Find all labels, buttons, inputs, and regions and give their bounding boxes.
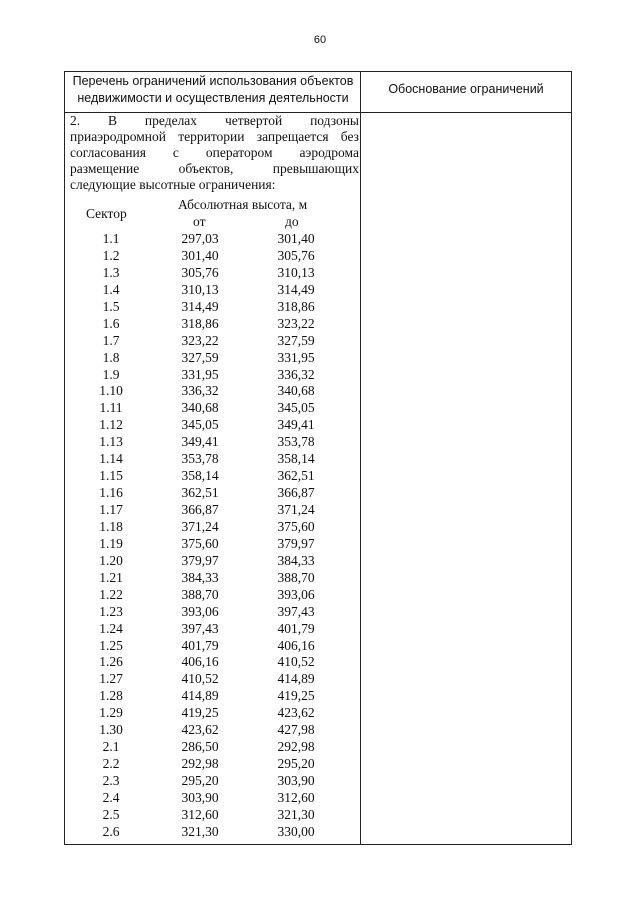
intro-line: приаэродромной территории запрещается без <box>70 129 359 144</box>
table-row <box>70 536 358 553</box>
height-from-cell: 353,78 <box>181 451 219 467</box>
table-row <box>70 773 358 790</box>
sector-cell: 1.2 <box>102 247 120 263</box>
height-to-cell: 340,68 <box>277 383 315 399</box>
height-to-cell: 423,62 <box>277 705 315 721</box>
height-from-cell: 414,89 <box>181 688 219 704</box>
height-from-cell: 406,16 <box>181 654 219 670</box>
height-to-cell: 303,90 <box>277 773 315 788</box>
sector-cell: 1.13 <box>99 434 123 450</box>
intro-line: согласования с оператором аэродрома <box>70 145 359 160</box>
height-to-cell: 318,86 <box>277 298 315 314</box>
sector-cell: 1.10 <box>99 383 123 399</box>
sector-cell: 1.19 <box>99 535 123 551</box>
sector-cell: 1.5 <box>102 298 120 314</box>
height-to-cell: 330,00 <box>277 823 315 839</box>
table-row <box>70 485 358 502</box>
intro-line: следующие высотные ограничения: <box>70 177 276 192</box>
height-from-cell: 362,51 <box>181 485 219 501</box>
table-row <box>70 790 358 807</box>
height-from-cell: 305,76 <box>181 264 219 280</box>
sector-cell: 1.30 <box>99 722 123 738</box>
height-to-cell: 362,51 <box>277 468 315 484</box>
height-to-cell: 327,59 <box>277 332 315 348</box>
height-from-cell: 312,60 <box>181 806 219 822</box>
sector-cell: 1.25 <box>99 637 123 653</box>
table-row <box>70 553 358 570</box>
column-header-height: Абсолютная высота, м <box>178 197 308 212</box>
table-row <box>70 316 358 333</box>
table-row <box>70 756 358 773</box>
column-header-sector: Сектор <box>86 206 127 221</box>
height-from-cell: 297,03 <box>181 231 219 246</box>
height-from-cell: 295,20 <box>181 773 219 788</box>
height-to-cell: 312,60 <box>277 789 315 805</box>
height-from-cell: 340,68 <box>181 400 219 416</box>
height-from-cell: 303,90 <box>181 789 219 805</box>
sector-cell: 1.14 <box>99 451 123 467</box>
sector-cell: 1.20 <box>99 552 123 568</box>
intro-line: размещение объектов, превышающих <box>70 161 359 176</box>
sector-cell: 1.8 <box>102 349 120 365</box>
sector-cell: 1.21 <box>99 569 123 585</box>
sector-cell: 1.28 <box>99 688 123 704</box>
table-row <box>70 739 358 756</box>
height-from-cell: 331,95 <box>181 366 219 382</box>
sector-cell: 1.16 <box>99 485 123 501</box>
height-to-cell: 397,43 <box>277 603 315 619</box>
table-row <box>70 451 358 468</box>
table-row <box>70 621 358 638</box>
height-to-cell: 375,60 <box>277 518 315 534</box>
height-to-cell: 393,06 <box>277 586 315 602</box>
sector-cell: 1.3 <box>102 264 120 280</box>
sector-cell: 2.1 <box>102 739 120 755</box>
height-to-cell: 379,97 <box>277 535 315 551</box>
column-header-to: до <box>285 214 299 229</box>
intro-paragraph <box>70 113 359 193</box>
height-from-cell: 336,32 <box>181 383 219 399</box>
sector-cell: 1.9 <box>102 366 120 382</box>
height-to-cell: 331,95 <box>277 349 315 365</box>
height-from-cell: 393,06 <box>181 603 219 619</box>
height-to-cell: 414,89 <box>277 671 315 687</box>
height-to-cell: 301,40 <box>277 231 315 246</box>
table-row <box>70 519 358 536</box>
sector-cell: 1.29 <box>99 705 123 721</box>
height-to-cell: 358,14 <box>277 451 315 467</box>
table-row <box>70 282 358 299</box>
table-row <box>70 688 358 705</box>
height-to-cell: 410,52 <box>277 654 315 670</box>
table-row <box>70 265 358 282</box>
height-from-cell: 379,97 <box>181 552 219 568</box>
table-row <box>70 434 358 451</box>
height-from-cell: 301,40 <box>181 247 219 263</box>
table-row <box>70 468 358 485</box>
height-to-cell: 388,70 <box>277 569 315 585</box>
sector-cell: 1.4 <box>102 281 120 297</box>
height-from-cell: 423,62 <box>181 722 219 738</box>
table-row <box>70 333 358 350</box>
height-to-cell: 323,22 <box>277 315 315 331</box>
height-from-cell: 318,86 <box>181 315 219 331</box>
page-number: 60 <box>313 34 327 46</box>
sector-cell: 1.24 <box>99 620 123 636</box>
height-to-cell: 419,25 <box>277 688 315 704</box>
table-row <box>70 705 358 722</box>
height-from-cell: 323,22 <box>181 332 219 348</box>
table-row <box>70 231 358 248</box>
height-to-cell: 427,98 <box>277 722 315 738</box>
height-from-cell: 371,24 <box>181 518 219 534</box>
sector-cell: 1.27 <box>99 671 123 687</box>
sector-cell: 1.7 <box>102 332 120 348</box>
height-to-cell: 305,76 <box>277 247 315 263</box>
intro-line: 2. В пределах четвертой подзоны <box>70 113 359 128</box>
height-to-cell: 366,87 <box>277 485 315 501</box>
height-to-cell: 353,78 <box>277 434 315 450</box>
height-to-cell: 295,20 <box>277 756 315 772</box>
height-from-cell: 384,33 <box>181 569 219 585</box>
sector-cell: 1.1 <box>102 231 120 246</box>
table-row <box>70 367 358 384</box>
sector-cell: 1.11 <box>99 400 123 416</box>
table-row <box>70 570 358 587</box>
table-row <box>70 824 358 841</box>
height-from-cell: 366,87 <box>181 502 219 517</box>
height-to-cell: 406,16 <box>277 637 315 653</box>
sector-cell: 1.18 <box>99 518 123 534</box>
header-restrictions-list <box>68 73 358 107</box>
height-to-cell: 310,13 <box>277 264 315 280</box>
sector-cell: 2.3 <box>102 773 120 788</box>
height-from-cell: 327,59 <box>181 349 219 365</box>
height-from-cell: 410,52 <box>181 671 219 687</box>
height-from-cell: 358,14 <box>181 468 219 484</box>
sector-cell: 1.12 <box>99 417 123 433</box>
height-from-cell: 292,98 <box>181 756 219 772</box>
table-row <box>70 807 358 824</box>
table-row <box>70 587 358 604</box>
sector-cell: 1.15 <box>99 468 123 484</box>
height-to-cell: 336,32 <box>277 366 315 382</box>
sector-cell: 1.6 <box>102 315 120 331</box>
table-row <box>70 417 358 434</box>
header-left-line-2: недвижимости и осуществления деятельности <box>77 91 349 105</box>
height-from-cell: 419,25 <box>181 705 219 721</box>
sector-cell: 1.23 <box>99 603 123 619</box>
height-from-cell: 397,43 <box>181 620 219 636</box>
table-row <box>70 350 358 367</box>
header-justification: Обоснование ограничений <box>388 82 544 96</box>
sector-cell: 1.26 <box>99 654 123 670</box>
sector-cell: 1.22 <box>99 586 123 602</box>
height-from-cell: 375,60 <box>181 535 219 551</box>
table-row <box>70 502 358 519</box>
height-to-cell: 349,41 <box>277 417 315 433</box>
height-to-cell: 345,05 <box>277 400 315 416</box>
height-to-cell: 371,24 <box>277 502 315 517</box>
table-row <box>70 638 358 655</box>
height-to-cell: 384,33 <box>277 552 315 568</box>
table-row <box>70 248 358 265</box>
table-row <box>70 604 358 621</box>
sector-cell: 1.17 <box>99 502 123 517</box>
height-from-cell: 388,70 <box>181 586 219 602</box>
table-row <box>70 671 358 688</box>
table-row <box>70 654 358 671</box>
sector-cell: 2.5 <box>102 806 120 822</box>
height-from-cell: 345,05 <box>181 417 219 433</box>
height-to-cell: 292,98 <box>277 739 315 755</box>
height-from-cell: 349,41 <box>181 434 219 450</box>
table-row <box>70 400 358 417</box>
height-from-cell: 321,30 <box>181 823 219 839</box>
sector-cell: 2.2 <box>102 756 120 772</box>
height-from-cell: 286,50 <box>181 739 219 755</box>
table-row <box>70 299 358 316</box>
height-limits-rows <box>70 231 358 841</box>
height-from-cell: 310,13 <box>181 281 219 297</box>
sector-cell: 2.6 <box>102 823 120 839</box>
height-from-cell: 401,79 <box>181 637 219 653</box>
height-from-cell: 314,49 <box>181 298 219 314</box>
height-to-cell: 321,30 <box>277 806 315 822</box>
sector-cell: 2.4 <box>102 789 120 805</box>
table-row <box>70 722 358 739</box>
column-divider <box>360 71 361 845</box>
height-to-cell: 401,79 <box>277 620 315 636</box>
height-to-cell: 314,49 <box>277 281 315 297</box>
column-header-from: от <box>193 214 206 229</box>
table-row <box>70 383 358 400</box>
header-left-line-1: Перечень ограничений использования объектов <box>72 74 354 88</box>
